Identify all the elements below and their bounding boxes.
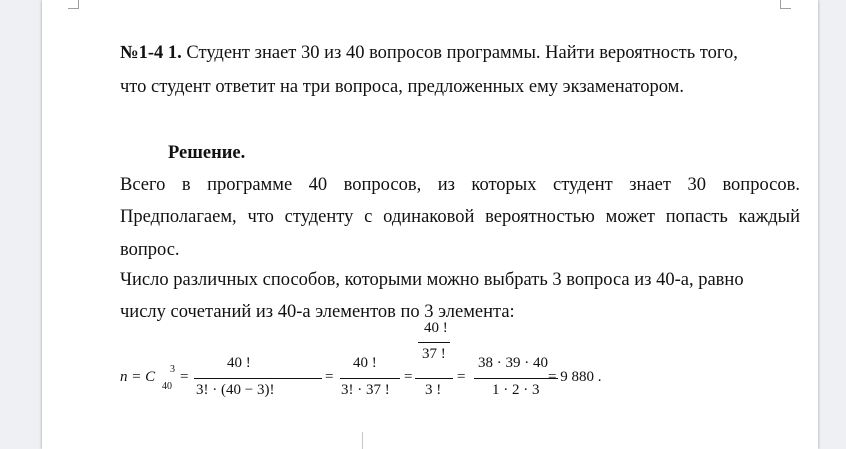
formula-lhs: n = C [120,369,156,385]
formula-eq-1: = [180,369,189,385]
solution-para1-line2: Предполагаем, что студенту с одинаковой вероятностью может попасть каждый [120,207,800,227]
fraction1-denominator: 3! · (40 − 3)! [196,382,275,398]
problem-text-1: Студент знает 30 из 40 вопросов программы. Найти вероятность того, [186,43,738,63]
fraction3-bar [415,378,453,379]
fraction2-bar [340,378,400,379]
document-page [42,0,818,449]
fraction4-denominator: 1 · 2 · 3 [492,382,540,398]
fraction3-inner-bar [418,342,450,343]
fraction4-bar [474,378,558,379]
formula-sub: 40 [162,381,172,392]
fraction3-denominator: 3 ! [425,382,442,398]
formula-sup: 3 [170,364,175,375]
solution-para2-line2: числу сочетаний из 40-а элементов по 3 элемента: [120,302,515,322]
solution-heading: Решение. [168,143,246,163]
formula-eq-3: = [404,369,413,385]
combination-formula [120,320,680,406]
fraction3-top: 40 ! [424,320,448,336]
problem-line-2: что студент ответит на три вопроса, предложенных ему экзаменатором. [120,77,684,97]
problem-line-1 [120,43,800,64]
formula-eq-4: = [457,369,466,385]
fraction2-denominator: 3! · 37 ! [341,382,390,398]
solution-para1-line1: Всего в программе 40 вопросов, из которых студент знает 30 вопросов. [120,175,800,195]
formula-result: = 9 880 . [548,369,602,385]
problem-number: №1-4 1. [120,43,182,63]
fraction4-numerator: 38 · 39 · 40 [478,355,548,371]
fraction3-mid: 37 ! [422,346,446,362]
solution-para1-line3: вопрос. [120,240,180,260]
fraction1-bar [194,378,322,379]
fraction1-numerator: 40 ! [227,355,251,371]
text-cursor-mark [362,432,363,449]
formula-eq-2: = [325,369,334,385]
fraction2-numerator: 40 ! [353,355,377,371]
margin-corner-top-right [780,0,791,9]
solution-para2-line1: Число различных способов, которыми можно выбрать 3 вопроса из 40-а, равно [120,270,744,290]
margin-corner-top-left [68,0,79,9]
